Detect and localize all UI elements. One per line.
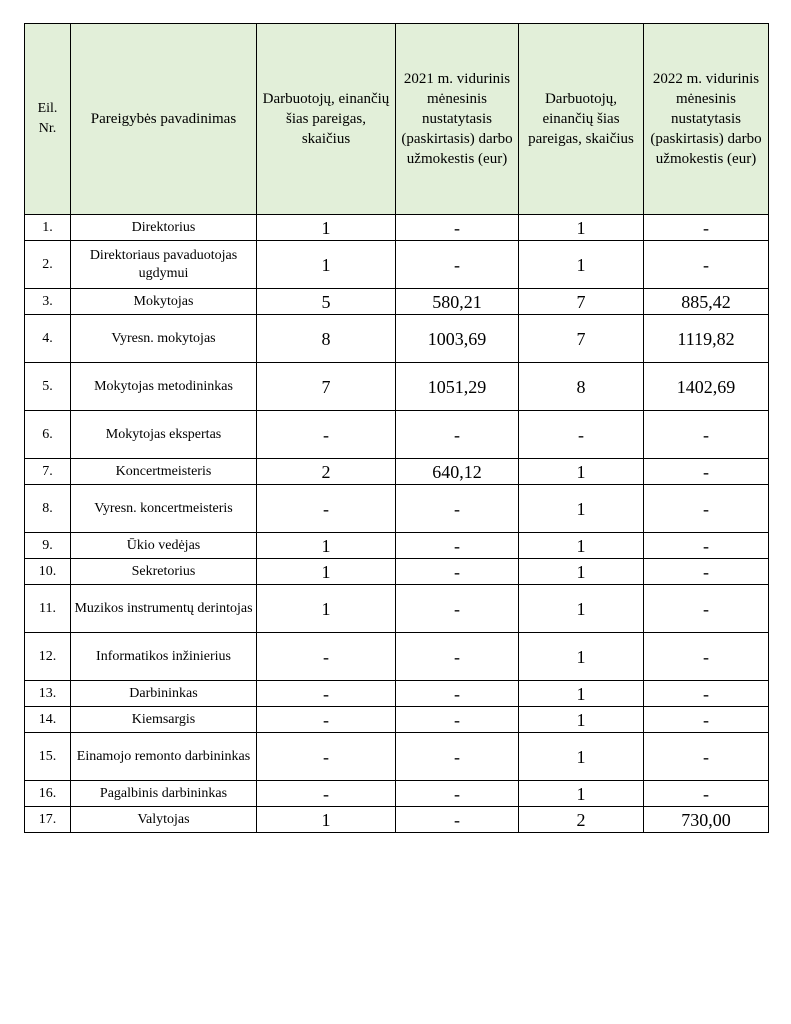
table-row	[25, 485, 769, 533]
row-salary-2021: -	[396, 681, 519, 707]
row-nr: 6.	[25, 411, 71, 459]
row-count-2021: 1	[257, 807, 396, 833]
row-salary-2022: -	[644, 733, 769, 781]
row-title: Mokytojas metodininkas	[71, 363, 257, 411]
row-salary-2022: 1119,82	[644, 315, 769, 363]
row-title: Kiemsargis	[71, 707, 257, 733]
row-title: Ūkio vedėjas	[71, 533, 257, 559]
row-salary-2021: -	[396, 781, 519, 807]
row-salary-2022: -	[644, 707, 769, 733]
table-header-row	[25, 24, 769, 215]
row-nr: 13.	[25, 681, 71, 707]
row-count-2022: 2	[519, 807, 644, 833]
row-title: Valytojas	[71, 807, 257, 833]
row-salary-2021: -	[396, 633, 519, 681]
header-salary-2022: 2022 m. vidurinis mėnesinis nustatytasis (paskirtasis) darbo užmokestis (eur)	[644, 24, 769, 215]
row-title: Mokytojas	[71, 289, 257, 315]
row-salary-2022: -	[644, 559, 769, 585]
row-count-2022: 1	[519, 533, 644, 559]
table-row	[25, 289, 769, 315]
table-row	[25, 215, 769, 241]
row-title: Koncertmeisteris	[71, 459, 257, 485]
row-nr: 12.	[25, 633, 71, 681]
row-title: Pagalbinis darbininkas	[71, 781, 257, 807]
row-count-2021: 7	[257, 363, 396, 411]
table-row	[25, 681, 769, 707]
row-count-2022: 8	[519, 363, 644, 411]
row-title: Vyresn. koncertmeisteris	[71, 485, 257, 533]
row-nr: 7.	[25, 459, 71, 485]
table-row	[25, 733, 769, 781]
row-count-2021: -	[257, 733, 396, 781]
row-count-2022: 1	[519, 707, 644, 733]
row-salary-2021: 1051,29	[396, 363, 519, 411]
table-row	[25, 559, 769, 585]
row-title: Muzikos instrumentų derintojas	[71, 585, 257, 633]
row-salary-2022: -	[644, 411, 769, 459]
row-nr: 16.	[25, 781, 71, 807]
row-salary-2022: -	[644, 585, 769, 633]
header-salary-2021: 2021 m. vidurinis mėnesinis nustatytasis (paskirtasis) darbo užmokestis (eur)	[396, 24, 519, 215]
row-count-2022: 1	[519, 459, 644, 485]
row-salary-2021: -	[396, 585, 519, 633]
row-salary-2021: 1003,69	[396, 315, 519, 363]
row-title: Informatikos inžinierius	[71, 633, 257, 681]
row-nr: 14.	[25, 707, 71, 733]
row-count-2021: 1	[257, 559, 396, 585]
row-count-2022: 1	[519, 215, 644, 241]
row-count-2021: -	[257, 707, 396, 733]
table-row	[25, 707, 769, 733]
row-title: Darbininkas	[71, 681, 257, 707]
row-salary-2021: -	[396, 241, 519, 289]
row-salary-2022: -	[644, 781, 769, 807]
table-row	[25, 363, 769, 411]
row-count-2022: 7	[519, 315, 644, 363]
row-title: Vyresn. mokytojas	[71, 315, 257, 363]
row-salary-2021: -	[396, 411, 519, 459]
row-count-2022: 1	[519, 585, 644, 633]
table-row	[25, 459, 769, 485]
row-count-2021: -	[257, 681, 396, 707]
row-salary-2021: 640,12	[396, 459, 519, 485]
row-salary-2022: -	[644, 533, 769, 559]
row-count-2022: 1	[519, 633, 644, 681]
row-salary-2021: -	[396, 215, 519, 241]
row-nr: 17.	[25, 807, 71, 833]
row-salary-2022: -	[644, 681, 769, 707]
row-nr: 8.	[25, 485, 71, 533]
row-salary-2021: -	[396, 533, 519, 559]
row-salary-2022: -	[644, 459, 769, 485]
row-title: Einamojo remonto darbininkas	[71, 733, 257, 781]
row-nr: 9.	[25, 533, 71, 559]
row-nr: 5.	[25, 363, 71, 411]
row-salary-2021: -	[396, 733, 519, 781]
row-salary-2022: -	[644, 241, 769, 289]
row-title: Direktoriaus pavaduotojas ugdymui	[71, 241, 257, 289]
row-count-2022: 1	[519, 681, 644, 707]
row-count-2022: -	[519, 411, 644, 459]
row-salary-2022: -	[644, 485, 769, 533]
staff-salary-table	[24, 23, 769, 833]
row-count-2021: -	[257, 485, 396, 533]
row-salary-2022: -	[644, 633, 769, 681]
row-nr: 10.	[25, 559, 71, 585]
table-row	[25, 533, 769, 559]
row-salary-2021: -	[396, 807, 519, 833]
row-count-2022: 1	[519, 781, 644, 807]
row-count-2022: 7	[519, 289, 644, 315]
row-count-2021: -	[257, 633, 396, 681]
row-count-2021: 1	[257, 585, 396, 633]
row-salary-2021: -	[396, 485, 519, 533]
row-salary-2022: 885,42	[644, 289, 769, 315]
row-count-2022: 1	[519, 559, 644, 585]
row-salary-2021: -	[396, 707, 519, 733]
row-title: Sekretorius	[71, 559, 257, 585]
row-count-2021: -	[257, 411, 396, 459]
row-count-2022: 1	[519, 241, 644, 289]
row-count-2021: 1	[257, 215, 396, 241]
row-nr: 3.	[25, 289, 71, 315]
header-count-2021: Darbuotojų, einančių šias pareigas, skaičius	[257, 24, 396, 215]
table-row	[25, 411, 769, 459]
row-salary-2021: -	[396, 559, 519, 585]
row-count-2022: 1	[519, 485, 644, 533]
table-row	[25, 781, 769, 807]
row-title: Mokytojas ekspertas	[71, 411, 257, 459]
table-row	[25, 807, 769, 833]
row-nr: 11.	[25, 585, 71, 633]
row-salary-2022: -	[644, 215, 769, 241]
row-nr: 1.	[25, 215, 71, 241]
row-nr: 2.	[25, 241, 71, 289]
row-count-2021: 5	[257, 289, 396, 315]
row-salary-2022: 730,00	[644, 807, 769, 833]
row-count-2021: 8	[257, 315, 396, 363]
header-count-2022: Darbuotojų, einančių šias pareigas, skaičius	[519, 24, 644, 215]
row-salary-2021: 580,21	[396, 289, 519, 315]
table-row	[25, 633, 769, 681]
header-nr: Eil. Nr.	[25, 24, 71, 215]
row-nr: 4.	[25, 315, 71, 363]
header-title: Pareigybės pavadinimas	[71, 24, 257, 215]
row-count-2021: 1	[257, 533, 396, 559]
table-row	[25, 315, 769, 363]
table-row	[25, 241, 769, 289]
row-nr: 15.	[25, 733, 71, 781]
row-count-2021: -	[257, 781, 396, 807]
table-row	[25, 585, 769, 633]
row-count-2021: 2	[257, 459, 396, 485]
row-salary-2022: 1402,69	[644, 363, 769, 411]
row-title: Direktorius	[71, 215, 257, 241]
row-count-2022: 1	[519, 733, 644, 781]
row-count-2021: 1	[257, 241, 396, 289]
